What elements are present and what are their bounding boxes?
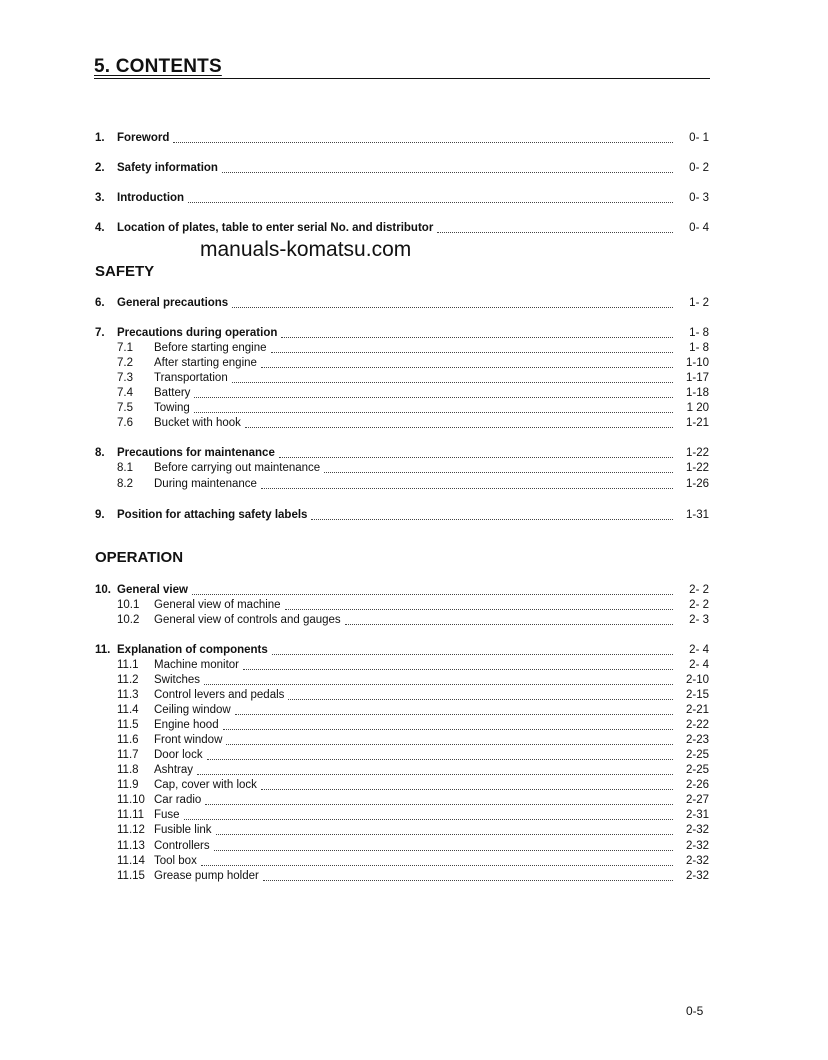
entry-page: 2-15 — [685, 689, 709, 701]
entry-number: 8. — [95, 447, 105, 459]
toc-entry[interactable] — [95, 296, 709, 311]
entry-label: Before carrying out maintenance — [154, 462, 321, 474]
toc-subentry[interactable] — [95, 823, 709, 838]
entry-number: 7.5 — [117, 402, 133, 414]
entry-number: 10. — [95, 584, 111, 596]
entry-page: 0- 2 — [689, 162, 709, 174]
entry-number: 11.2 — [117, 674, 139, 686]
entry-page: 0- 3 — [689, 192, 709, 204]
dot-leader — [205, 803, 673, 805]
toc-entry[interactable] — [95, 221, 709, 236]
entry-label: Machine monitor — [154, 659, 240, 671]
entry-page: 2-25 — [685, 749, 709, 761]
entry-label: Ceiling window — [154, 704, 231, 716]
dot-leader — [261, 487, 673, 489]
dot-leader — [201, 864, 673, 866]
entry-number: 2. — [95, 162, 105, 174]
dot-leader — [173, 141, 673, 143]
entry-page: 1- 8 — [689, 327, 709, 339]
toc-subentry[interactable] — [95, 688, 709, 703]
entry-number: 11.5 — [117, 719, 139, 731]
entry-page: 2-32 — [685, 855, 709, 867]
toc-subentry[interactable] — [95, 477, 709, 492]
entry-page: 1-18 — [685, 387, 709, 399]
entry-label: Precautions for maintenance — [117, 447, 275, 459]
entry-page: 2-21 — [685, 704, 709, 716]
entry-page: 2- 4 — [689, 644, 709, 656]
toc-subentry[interactable] — [95, 386, 709, 401]
toc-subentry[interactable] — [95, 733, 709, 748]
dot-leader — [272, 653, 673, 655]
dot-leader — [222, 171, 673, 173]
title-rule — [94, 56, 710, 79]
entry-number: 8.1 — [117, 462, 133, 474]
entry-page: 1-26 — [685, 478, 709, 490]
entry-label: After starting engine — [154, 357, 257, 369]
entry-label: Engine hood — [154, 719, 219, 731]
page-title: 5. CONTENTS — [94, 56, 222, 77]
entry-page: 1- 2 — [689, 297, 709, 309]
entry-page: 1- 8 — [689, 342, 709, 354]
entry-label: Location of plates, table to enter serial No. and distributor — [117, 222, 434, 234]
entry-number: 10.1 — [117, 599, 140, 611]
toc-entry[interactable] — [95, 508, 709, 523]
entry-page: 0- 4 — [689, 222, 709, 234]
toc-entry[interactable] — [95, 446, 709, 461]
toc-entry[interactable] — [95, 643, 709, 658]
entry-page: 1-31 — [685, 509, 709, 521]
toc-subentry[interactable] — [95, 613, 709, 628]
toc-subentry[interactable] — [95, 854, 709, 869]
entry-number: 3. — [95, 192, 105, 204]
dot-leader — [311, 518, 673, 520]
entry-page: 1 20 — [686, 402, 709, 414]
entry-label: Switches — [154, 674, 201, 686]
entry-page: 2- 4 — [689, 659, 709, 671]
entry-page: 2-32 — [685, 870, 709, 882]
toc-entry[interactable] — [95, 161, 709, 176]
entry-number: 7.6 — [117, 417, 133, 429]
toc-entry[interactable] — [95, 583, 709, 598]
entry-number: 11.7 — [117, 749, 139, 761]
dot-leader — [288, 698, 673, 700]
entry-number: 11.14 — [117, 855, 145, 867]
entry-page: 2-22 — [685, 719, 709, 731]
dot-leader — [194, 411, 673, 413]
entry-number: 11.1 — [117, 659, 139, 671]
entry-page: 2-32 — [685, 824, 709, 836]
dot-leader — [204, 683, 673, 685]
entry-label: Transportation — [154, 372, 228, 384]
dot-leader — [232, 306, 673, 308]
entry-number: 11.3 — [117, 689, 139, 701]
toc-subentry[interactable] — [95, 673, 709, 688]
entry-page: 2- 2 — [689, 584, 709, 596]
entry-label: Foreword — [117, 132, 170, 144]
dot-leader — [197, 773, 673, 775]
entry-label: Fusible link — [154, 824, 212, 836]
dot-leader — [192, 593, 673, 595]
toc-subentry[interactable] — [95, 778, 709, 793]
entry-label: Control levers and pedals — [154, 689, 285, 701]
entry-number: 7.2 — [117, 357, 133, 369]
entry-number: 11.9 — [117, 779, 139, 791]
dot-leader — [194, 396, 673, 398]
dot-leader — [235, 713, 673, 715]
watermark: manuals-komatsu.com — [200, 238, 412, 261]
toc-subentry[interactable] — [95, 356, 709, 371]
entry-number: 11. — [95, 644, 111, 656]
entry-label: Car radio — [154, 794, 202, 806]
entry-label: Before starting engine — [154, 342, 267, 354]
toc-subentry[interactable] — [95, 703, 709, 718]
toc-entry[interactable] — [95, 326, 709, 341]
entry-page: 2- 3 — [689, 614, 709, 626]
dot-leader — [188, 201, 673, 203]
toc-subentry[interactable] — [95, 401, 709, 416]
entry-number: 11.11 — [117, 809, 145, 821]
toc-subentry[interactable] — [95, 416, 709, 431]
entry-page: 1-21 — [685, 417, 709, 429]
toc-subentry[interactable] — [95, 371, 709, 386]
entry-page: 2-32 — [685, 840, 709, 852]
entry-label: Door lock — [154, 749, 203, 761]
toc-subentry[interactable] — [95, 718, 709, 733]
entry-page: 1-17 — [685, 372, 709, 384]
entry-number: 11.10 — [117, 794, 145, 806]
dot-leader — [279, 456, 673, 458]
entry-label: Towing — [154, 402, 190, 414]
entry-page: 2-23 — [685, 734, 709, 746]
dot-leader — [437, 231, 673, 233]
entry-label: General view — [117, 584, 188, 596]
entry-label: Position for attaching safety labels — [117, 509, 308, 521]
section-heading-operation: OPERATION — [95, 549, 184, 566]
dot-leader — [245, 426, 673, 428]
entry-label: Precautions during operation — [117, 327, 278, 339]
toc-subentry[interactable] — [95, 763, 709, 778]
dot-leader — [281, 336, 673, 338]
entry-number: 11.4 — [117, 704, 139, 716]
entry-page: 0- 1 — [689, 132, 709, 144]
entry-label: Tool box — [154, 855, 197, 867]
section-heading-safety: SAFETY — [95, 263, 155, 280]
entry-label: General precautions — [117, 297, 229, 309]
entry-label: Explanation of components — [117, 644, 268, 656]
entry-label: Fuse — [154, 809, 180, 821]
entry-label: Battery — [154, 387, 191, 399]
dot-leader — [261, 366, 673, 368]
toc-subentry[interactable] — [95, 598, 709, 613]
entry-number: 10.2 — [117, 614, 140, 626]
toc-entry[interactable] — [95, 191, 709, 206]
dot-leader — [207, 758, 673, 760]
dot-leader — [345, 623, 673, 625]
dot-leader — [271, 351, 673, 353]
entry-number: 4. — [95, 222, 105, 234]
toc-entry[interactable] — [95, 131, 709, 146]
dot-leader — [226, 743, 673, 745]
entry-label: Cap, cover with lock — [154, 779, 257, 791]
entry-number: 11.15 — [117, 870, 145, 882]
entry-label: Controllers — [154, 840, 210, 852]
dot-leader — [216, 833, 673, 835]
entry-number: 11.6 — [117, 734, 139, 746]
toc-subentry[interactable] — [95, 808, 709, 823]
entry-number: 9. — [95, 509, 105, 521]
entry-page: 1-10 — [685, 357, 709, 369]
dot-leader — [263, 879, 673, 881]
entry-label: During maintenance — [154, 478, 257, 490]
dot-leader — [232, 381, 673, 383]
entry-number: 7. — [95, 327, 105, 339]
entry-number: 11.13 — [117, 840, 145, 852]
entry-label: Safety information — [117, 162, 218, 174]
entry-page: 1-22 — [685, 447, 709, 459]
entry-number: 7.3 — [117, 372, 133, 384]
entry-label: Grease pump holder — [154, 870, 259, 882]
entry-label: General view of machine — [154, 599, 281, 611]
dot-leader — [223, 728, 673, 730]
entry-label: Ashtray — [154, 764, 193, 776]
toc-subentry[interactable] — [95, 748, 709, 763]
page-number: 0-5 — [686, 1004, 704, 1018]
entry-label: Introduction — [117, 192, 185, 204]
toc-subentry[interactable] — [95, 793, 709, 808]
dot-leader — [324, 471, 673, 473]
dot-leader — [261, 788, 673, 790]
entry-page: 2-26 — [685, 779, 709, 791]
entry-number: 8.2 — [117, 478, 133, 490]
toc-subentry[interactable] — [95, 341, 709, 356]
entry-page: 2-25 — [685, 764, 709, 776]
toc-subentry[interactable] — [95, 839, 709, 854]
dot-leader — [184, 818, 673, 820]
entry-number: 11.12 — [117, 824, 145, 836]
entry-page: 2-31 — [685, 809, 709, 821]
toc-subentry[interactable] — [95, 658, 709, 673]
entry-number: 6. — [95, 297, 105, 309]
entry-label: General view of controls and gauges — [154, 614, 341, 626]
entry-number: 1. — [95, 132, 105, 144]
dot-leader — [243, 668, 673, 670]
toc-subentry[interactable] — [95, 461, 709, 476]
entry-page: 2-10 — [685, 674, 709, 686]
entry-number: 7.1 — [117, 342, 133, 354]
toc-subentry[interactable] — [95, 869, 709, 884]
dot-leader — [214, 849, 673, 851]
entry-number: 11.8 — [117, 764, 139, 776]
entry-page: 2-27 — [685, 794, 709, 806]
entry-page: 2- 2 — [689, 599, 709, 611]
entry-label: Front window — [154, 734, 223, 746]
dot-leader — [285, 608, 673, 610]
entry-number: 7.4 — [117, 387, 133, 399]
entry-page: 1-22 — [685, 462, 709, 474]
entry-label: Bucket with hook — [154, 417, 241, 429]
